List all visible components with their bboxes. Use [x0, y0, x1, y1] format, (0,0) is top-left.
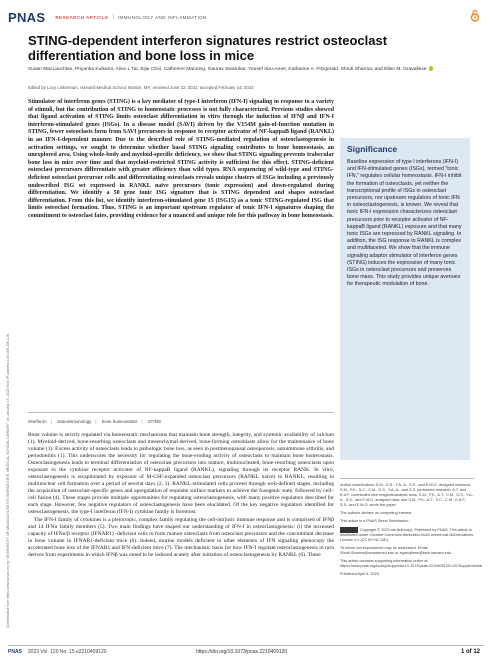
significance-text: Baseline expression of type I interferons (IFN-I) and IFN-stimulated genes (ISGs), termed "tonic IFN," regulates cellular homeostasis. IFN-I inhibit the formation of osteoclasts, yet neither the transcriptional profile of ISGs in osteoclast precursors, nor upstream regulators of tonic IFN in osteoclastogenesis, is known. We reveal that tonic IFN-I expression characterizes osteoclast precursors prior to receptor activator of NF-kappaB ligand (RANKL) exposure and that many tonic ISGs are repressed by RANKL signaling. In addition, the ISG response to RANKL is complex and multifaceted. We show that the immune signaling adaptor stimulator of interferon genes (STING) induces the expression of many tonic ISGs in osteoclast precursors and preserves bone mass. This study provides unique avenues for therapeutic modulation of bone. — [347, 159, 462, 288]
correspondence[interactable]: To whom correspondence may be addressed. Email: Shruti.Sharma@umassmed.edu or egravallese@bwh.harvard.edu. — [340, 546, 453, 555]
footer-journal: PNAS — [8, 648, 22, 655]
published-date: Published April 6, 2023. — [340, 572, 380, 576]
footer-doi-link[interactable]: https://doi.org/10.1073/pnas.2210409120 — [196, 648, 288, 655]
authors-text: Susan MacLauchlan, Priyanka Kulkarni, Alice L Tai, Sijie Choi, Catherine Manning, Gaurav Swarnkar, Yousef Abu-Amer, Katharine A. Fitzgerald, Shruti Sharma, and Ellen M. Gravallese — [28, 67, 427, 72]
keywords: interferon | osteoimmunology | bone homeostasis | STING — [28, 412, 334, 424]
page-number: 1 of 12 — [460, 648, 480, 655]
page-footer — [8, 645, 484, 655]
copyright-note: Copyright © 2023 the Author(s). Published by PNAS. This article is distributed under Creative Commons Attribution-NonCommercial-NoDerivatives License 4.0 (CC BY-NC-ND). — [340, 528, 474, 542]
body-paragraph: The IFN-I family of cytokines is a pleiotropic, complex family regulating the cell-intrinsic immune response and is comprised of IFNβ and 14 IFNα family members (5). Two main findings have shaped our understanding of IFN-I in osteoclastogenesis: (i) the increased capacity of IFNα/β receptor (IFNAR1) -deficient cells to form mature osteoclasts from osteoclast precursors and the concomitant decrease in bone volume in IFNAR1-deficient mice (6). Indeed, murine models deficient in other elements of IFN signaling phenocopy the accelerated bone loss of the IFNAR1 and IFN-deficient mice (7). The mechanistic basis for how IFN-I regulate osteoclastogenesis in turn derives from experiments in which IFNβ was noted to be induced acutely after initiation of osteoclastogenesis by RANKL (6). These — [28, 517, 334, 558]
submission-type: This article is a PNAS Direct Submission. — [340, 519, 410, 523]
article-field: IMMUNOLOGY AND INFLAMMATION — [117, 14, 207, 20]
header-divider: | — [112, 14, 114, 20]
keyword-osteoimmunology[interactable]: osteoimmunology — [56, 419, 92, 424]
orcid-icon[interactable] — [429, 66, 434, 71]
article-type: RESEARCH ARTICLE — [55, 14, 109, 20]
author-list — [28, 66, 468, 74]
edited-by: Edited by Lucy Lieberman, Harvard Medical School, Boston, MA; received June 22, 2022; accepted February 14, 2023 — [28, 85, 254, 90]
keyword-bone-homeostasis[interactable]: bone homeostasis — [101, 419, 138, 424]
abstract: Stimulator of interferon genes (STING) is a key mediator of type-I interferon (IFN-I) signaling in response to a variety of stimuli, but the contribution of STING to homeostatic processes is not fully characterized. Previous studies showed that ligand activation of STING limits osteoclast differentiation in vitro through the induction of IFNβ and IFN-I interferon-stimulated genes (ISGs). In a disease model (SAVI) driven by the V154M gain-of-function mutation in STING, fewer osteoclasts form from SAVI precursors in response to receptor activator of NF-kappaB ligand (RANKL) in an IFN-I-dependent manner. Due to the described role of STING-mediated regulation of osteoclastogenesis in activation settings, we sought to determine whether basal STING signaling contributes to bone homeostasis, an unexplored area. Using whole-body and myeloid-specific deficiency, we show that STING signaling prevents trabecular bone loss in mice over time and that myeloid-restricted STING activity is sufficient for this effect. STING-deficient osteoclast precursors differentiate with greater efficiency than wild types. RNA sequencing of wild-type and STING-deficient osteoclast precursor cells and differentiating osteoclasts reveals unique clusters of ISGs including a previously undescribed ISG set expressed in RANKL naïve precursors (tonic expression) and down-regulated during differentiation. We identify a 50 gene tonic ISG signature that is STING dependent and shapes osteoclast differentiation. From this list, we identify interferon-stimulated gene 15 (ISG15) as a tonic STING-regulated ISG that limits osteoclast formation. Thus, STING is an important upstream regulator of tonic IFN-I signatures shaping the commitment to osteoclast fates, providing evidence for a nuanced and unique role for this pathway in bone homeostasis. — [28, 99, 334, 219]
download-watermark: Downloaded from https://www.pnas.org by "UNIVERSITY OF MASSACHUSETTS WORCESTER, MEDICAL SCHOOL LIBRARY" on January 15, 2025 from IP address 146.189.236.126. — [6, 333, 10, 628]
footer-citation: 2023 Vol. 120 No. 15 e2210409120 — [27, 648, 107, 655]
page-header — [8, 6, 484, 28]
significance-title: Significance — [347, 144, 398, 154]
competing-interest: The authors declare no competing interest. — [340, 511, 413, 515]
open-access-icon[interactable] — [470, 9, 480, 22]
article-notes — [340, 478, 484, 580]
body-paragraph: Bone volume is strictly regulated via homeostatic mechanisms that maintain bone strength, integrity, and systemic availability of calcium (1). Myeloid-derived, bone-resorbing osteoclasts and mesenchymal-derived, bone-forming osteoblasts allow for the maintenance of bone volume (1). Excess activity of osteoclasts leads to pathologic bone loss, as seen in postmenopausal osteoporosis, autoimmune arthritis, and periodontitis (1). This underscores the necessity for regulating the bone-eroding activity of osteoclasts to maintain bone homeostasis. Osteoclastogenesis leads to terminal differentiation of osteoclast precursors into mature, multinucleated, bone-resorbing osteoclasts upon exposure to the cytokine receptor activator of NF-kappaB ligand (RANKL), signaling through its receptor RANK. In vitro, osteoclastogenesis is recapitulated by exposure of M-CSF-expanded osteoclast precursors (RANKL naïve) to RANKL, resulting in multinuclear cell formation over a period of several days (2, 3). RANKL-stimulated cells proceed through well-defined stages, including the acquisition of osteoclast-specific genes and upregulation of requisite surface markers to achieve the fusogenic state, followed by cell–cell fusion (4). These stages provide multiple opportunities for regulating osteoclastogenesis, with many positive regulators described for each stage. However, few negative regulators of osteoclastogenesis have been elucidated. Of the key negative regulators identified for osteoclastogenesis, the type-I interferon (IFN-I) cytokine family is foremost. — [28, 432, 334, 515]
body-text — [28, 432, 334, 560]
author-contributions: Author contributions: S.M., G.S., Y.A.-A., S.S., and E.M.G. designed research; S.M., P.K., S.C., C.M., G.S., Y.A.-A., and S.S. performed research; A.T. and K.A.F. contributed new reagents/analytic tools; S.M., P.K., A.T., C.M., G.S., Y.A.-A., S.S., and E.M.G. analyzed data; and S.M., P.K., A.T., S.C., C.M., K.A.F., S.S., and E.M.G. wrote the paper. — [340, 483, 474, 507]
keyword-interferon[interactable]: interferon — [28, 419, 47, 424]
keyword-sting[interactable]: STING — [147, 419, 162, 424]
pnas-logo[interactable]: PNAS — [8, 9, 46, 25]
supporting-info[interactable]: This article contains supporting information online at https://www.pnas.org/lookup/suppl/doi:10.1073/pnas.2210409120/-/DCSupplemental. — [340, 559, 484, 568]
article-title: STING-dependent interferon signatures restrict osteoclast differentiation and bone loss in mice — [28, 33, 388, 63]
significance-box — [340, 138, 470, 460]
